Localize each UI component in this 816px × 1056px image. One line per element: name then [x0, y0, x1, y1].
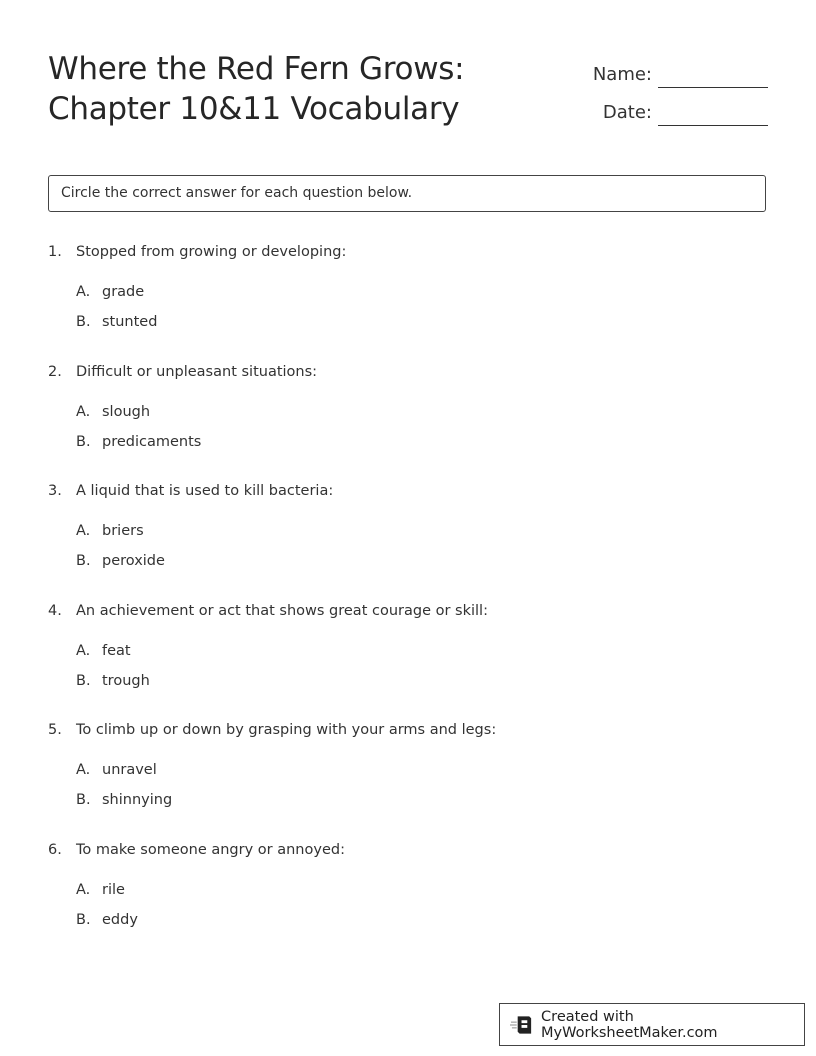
choice-letter: B. [76, 314, 91, 330]
choice-text: peroxide [102, 553, 165, 570]
choice-b[interactable] [76, 432, 768, 462]
choice-text: briers [102, 523, 144, 540]
choice-text: rile [102, 881, 125, 898]
question-list [48, 242, 768, 960]
date-blank-line [658, 99, 768, 126]
choice-text: feat [102, 642, 131, 659]
instructions-box: Circle the correct answer for each question below. [48, 175, 766, 212]
student-info-fields [593, 50, 768, 126]
choice-letter: B. [76, 672, 91, 689]
choice-letter: A. [76, 642, 91, 659]
choice-a[interactable] [76, 760, 768, 790]
choice-text: shinnying [102, 792, 173, 809]
worksheet-title [48, 49, 464, 129]
choice-a[interactable] [76, 282, 768, 312]
date-label: Date: [602, 102, 652, 123]
question-2 [48, 362, 768, 482]
choice-letter: B. [76, 553, 91, 570]
choice-text: eddy [102, 911, 138, 928]
question-number: 5. [48, 722, 62, 739]
question-5 [48, 720, 768, 840]
question-1 [48, 242, 768, 362]
choice-a[interactable] [76, 521, 768, 551]
choice-b[interactable] [76, 790, 768, 820]
choice-text: slough [102, 403, 151, 420]
choice-letter: A. [76, 403, 91, 420]
choice-a[interactable] [76, 402, 768, 432]
choice-text: predicaments [102, 433, 202, 450]
question-6 [48, 840, 768, 960]
question-prompt: To climb up or down by grasping with your arms and legs: [76, 722, 497, 739]
name-blank-line [658, 61, 768, 88]
name-field [593, 50, 768, 88]
question-prompt: Difficult or unpleasant situations: [76, 363, 318, 380]
choice-b[interactable] [76, 671, 768, 701]
question-prompt: Stopped from growing or developing: [76, 244, 347, 260]
title-line-2: Chapter 10&11 Vocabulary [48, 91, 460, 127]
worksheet-logo-icon [510, 1014, 533, 1036]
choice-text: grade [102, 284, 145, 300]
choice-text: unravel [102, 762, 157, 779]
choice-letter: A. [76, 762, 91, 779]
choice-b[interactable] [76, 551, 768, 581]
question-prompt: A liquid that is used to kill bacteria: [76, 483, 334, 500]
choice-letter: B. [76, 911, 91, 928]
choice-a[interactable] [76, 880, 768, 910]
question-number: 4. [48, 602, 62, 619]
choice-letter: B. [76, 792, 91, 809]
choice-letter: A. [76, 284, 91, 300]
choice-letter: A. [76, 881, 91, 898]
question-number: 1. [48, 244, 62, 260]
choice-letter: B. [76, 433, 91, 450]
question-number: 2. [48, 363, 62, 380]
footer-text: Created with MyWorksheetMaker.com [541, 1008, 718, 1041]
question-3 [48, 481, 768, 601]
question-number: 6. [48, 841, 62, 858]
footer-credit[interactable] [499, 1003, 805, 1046]
choice-text: stunted [102, 314, 158, 330]
question-4 [48, 601, 768, 721]
question-prompt: An achievement or act that shows great courage or skill: [76, 602, 488, 619]
name-label: Name: [592, 64, 652, 85]
choice-b[interactable] [76, 312, 768, 342]
choice-text: trough [102, 672, 150, 689]
title-line-1: Where the Red Fern Grows: [48, 51, 465, 87]
question-number: 3. [48, 483, 62, 500]
question-prompt: To make someone angry or annoyed: [76, 841, 345, 858]
choice-a[interactable] [76, 641, 768, 671]
choice-letter: A. [76, 523, 91, 540]
date-field [593, 88, 768, 126]
choice-b[interactable] [76, 910, 768, 940]
